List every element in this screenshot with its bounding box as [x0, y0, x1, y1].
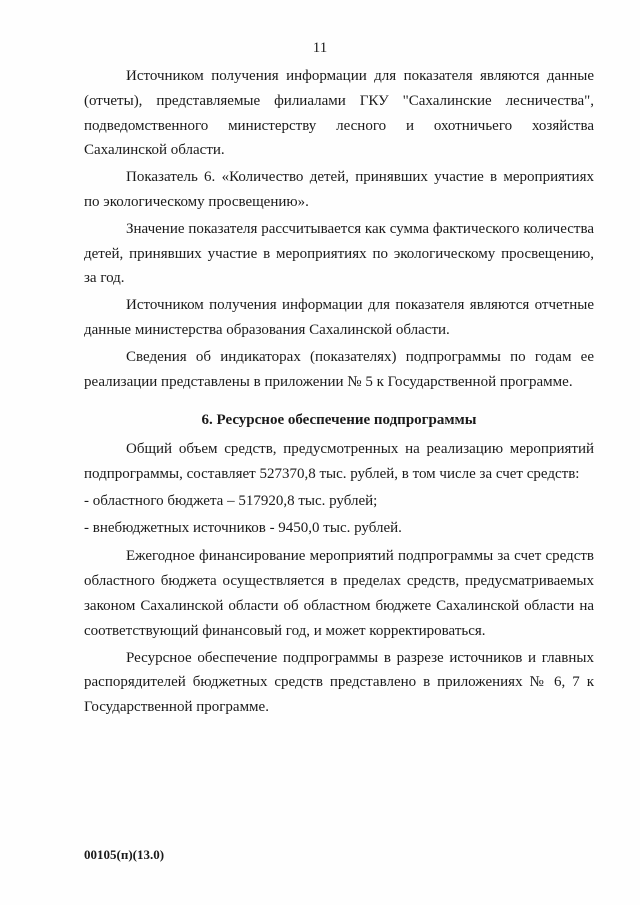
- list-item: - областного бюджета – 517920,8 тыс. рублей;: [84, 492, 378, 509]
- paragraph: Ежегодное финансирование мероприятий подпрограммы за счет средств областного бюджета осуществляется в пределах средств, предусматриваемых законом Сахалинской области об областном бюджете Сахалинской области на соответствующий финансовый год, и может корректироваться.: [84, 548, 594, 639]
- paragraph: Общий объем средств, предусмотренных на реализацию мероприятий подпрограммы, составляет 527370,8 тыс. рублей, в том числе за счет средств:: [84, 441, 594, 482]
- paragraph: Источником получения информации для показателя являются данные (отчеты), представляемые филиалами ГКУ "Сахалинские лесничества", подведомственного министерству лесного и охотничьего хозяйства Сахалинской области.: [84, 68, 594, 159]
- list-item: - внебюджетных источников - 9450,0 тыс. рублей.: [84, 519, 402, 536]
- document-body: [84, 64, 594, 722]
- document-code: 00105(п)(13.0): [84, 847, 165, 862]
- paragraph: Значение показателя рассчитывается как сумма фактического количества детей, принявших участие в мероприятиях по экологическому просвещению, за год.: [84, 220, 594, 287]
- paragraph: Сведения об индикаторах (показателях) подпрограммы по годам ее реализации представлены в приложении № 5 к Государственной программе.: [84, 348, 594, 390]
- section-heading: 6. Ресурсное обеспечение подпрограммы: [201, 412, 477, 429]
- page-number: 11: [312, 40, 328, 56]
- paragraph: Источником получения информации для показателя являются отчетные данные министерства образования Сахалинской области.: [84, 297, 594, 338]
- paragraph: Показатель 6. «Количество детей, принявших участие в мероприятиях по экологическому просвещению».: [84, 169, 594, 210]
- paragraph: Ресурсное обеспечение подпрограммы в разрезе источников и главных распорядителей бюджетных средств представлено в приложениях № 6, 7 к Государственной программе.: [84, 649, 594, 716]
